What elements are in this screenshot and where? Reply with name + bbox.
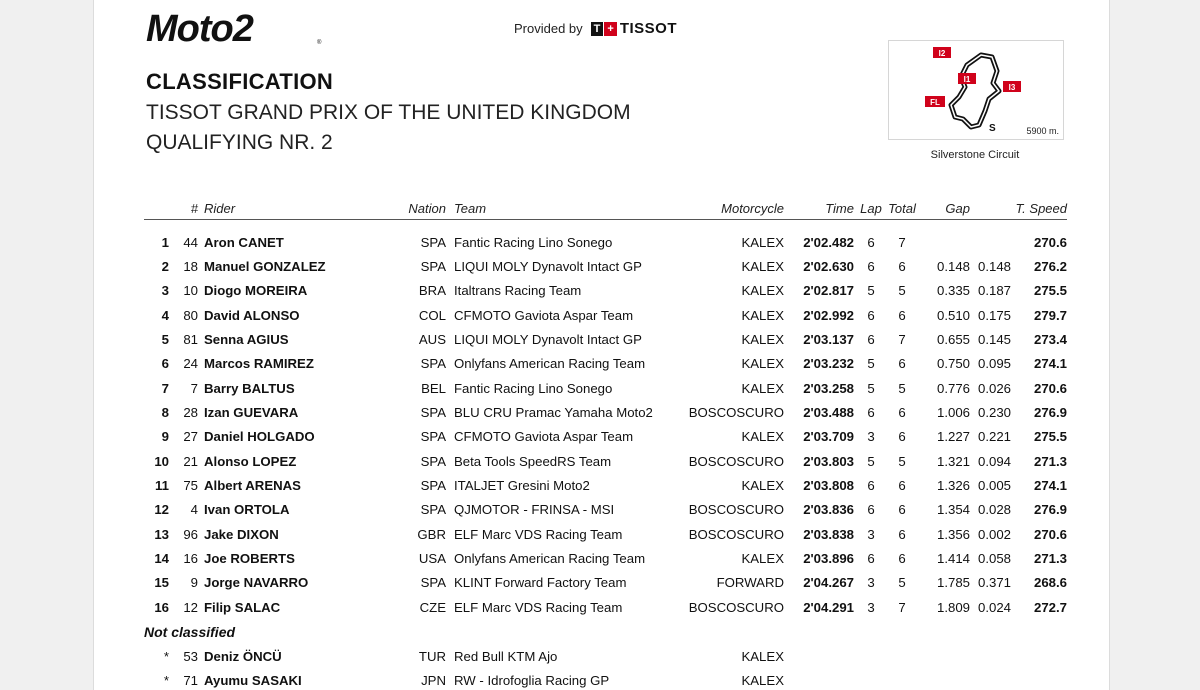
cell-rider: Izan GUEVARA — [204, 405, 299, 421]
cell-team: BLU CRU Pramac Yamaha Moto2 — [454, 405, 653, 421]
cell-position: 3 — [161, 283, 169, 299]
cell-number: 28 — [183, 405, 198, 421]
cell-time: 2'03.808 — [803, 478, 854, 494]
cell-gap-prev: 0.221 — [977, 429, 1011, 445]
cell-gap-first: 1.227 — [936, 429, 970, 445]
table-row — [144, 473, 1067, 497]
page-heading — [146, 68, 631, 156]
cell-team: Fantic Racing Lino Sonego — [454, 234, 613, 250]
cell-position: 6 — [161, 356, 169, 372]
table-row — [144, 400, 1067, 424]
cell-total: 5 — [898, 380, 906, 396]
table-row — [144, 376, 1067, 400]
cell-top-speed: 276.9 — [1033, 405, 1067, 421]
table-row — [144, 352, 1067, 376]
cell-total: 6 — [898, 405, 906, 421]
cell-nation: SPA — [420, 478, 446, 494]
svg-text:I3: I3 — [1008, 83, 1016, 92]
cell-empty — [970, 644, 1011, 668]
cell-lap: 3 — [867, 575, 875, 591]
cell-team: KLINT Forward Factory Team — [454, 575, 627, 591]
cell-lap: 5 — [867, 380, 875, 396]
cell-number: 21 — [183, 453, 198, 469]
cell-gap-prev: 0.145 — [977, 332, 1011, 348]
cell-top-speed: 270.6 — [1033, 234, 1067, 250]
cell-gap-prev: 0.024 — [977, 599, 1011, 615]
not-classified-heading: Not classified — [144, 623, 236, 640]
cell-total: 6 — [898, 429, 906, 445]
cell-total: 6 — [898, 478, 906, 494]
cell-team: CFMOTO Gaviota Aspar Team — [454, 429, 634, 445]
results-body — [144, 220, 1067, 690]
cell-time: 2'03.838 — [803, 526, 854, 542]
cell-team: LIQUI MOLY Dynavolt Intact GP — [454, 259, 642, 275]
cell-empty — [784, 668, 854, 690]
cell-motorcycle: KALEX — [741, 672, 784, 688]
cell-total: 5 — [898, 283, 906, 299]
cell-time: 2'02.992 — [803, 307, 854, 323]
cell-rider: Jorge NAVARRO — [204, 575, 309, 591]
cell-motorcycle: BOSCOSCURO — [688, 405, 784, 421]
cell-gap-prev: 0.094 — [977, 453, 1011, 469]
cell-lap: 6 — [867, 332, 875, 348]
cell-time: 2'03.896 — [803, 551, 854, 567]
cell-motorcycle: KALEX — [741, 307, 784, 323]
cell-motorcycle: KALEX — [741, 478, 784, 494]
cell-top-speed: 274.1 — [1033, 478, 1067, 494]
cell-gap-first — [916, 230, 970, 254]
cell-nation: TUR — [418, 648, 446, 664]
cell-gap-prev: 0.175 — [977, 307, 1011, 323]
cell-gap-first: 1.006 — [936, 405, 970, 421]
cell-top-speed: 275.5 — [1033, 283, 1067, 299]
track-marker-fl — [925, 96, 945, 107]
cell-position: 15 — [154, 575, 169, 591]
col-lap: Lap — [854, 198, 888, 220]
cell-nation: AUS — [418, 332, 446, 348]
cell-number: 12 — [183, 599, 198, 615]
table-row — [144, 449, 1067, 473]
cell-top-speed: 270.6 — [1033, 380, 1067, 396]
cell-nation: SPA — [420, 234, 446, 250]
cell-rider: Aron CANET — [204, 234, 284, 250]
cell-empty — [1011, 644, 1067, 668]
track-marker-i3 — [1003, 81, 1021, 92]
cell-nation: CZE — [419, 599, 446, 615]
col-gap-prev — [970, 198, 1011, 220]
table-row — [144, 279, 1067, 303]
not-classified-heading-row — [144, 620, 1067, 644]
cell-lap: 5 — [867, 356, 875, 372]
table-row-not-classified — [144, 644, 1067, 668]
cell-lap: 6 — [867, 405, 875, 421]
cell-time: 2'02.482 — [803, 234, 854, 250]
table-row — [144, 498, 1067, 522]
cell-gap-first: 0.750 — [936, 356, 970, 372]
cell-nation: GBR — [417, 526, 446, 542]
cell-motorcycle: KALEX — [741, 283, 784, 299]
cell-rider: Alonso LOPEZ — [204, 453, 297, 469]
cell-total: 6 — [898, 307, 906, 323]
cell-position: 14 — [154, 551, 169, 567]
cell-empty — [1011, 668, 1067, 690]
tissot-logo-cross: + — [604, 22, 616, 36]
table-row — [144, 425, 1067, 449]
cell-top-speed: 275.5 — [1033, 429, 1067, 445]
cell-gap-prev: 0.058 — [977, 551, 1011, 567]
session-title: QUALIFYING NR. 2 — [146, 131, 333, 154]
cell-total: 6 — [898, 502, 906, 518]
cell-team: RW - Idrofoglia Racing GP — [454, 672, 610, 688]
cell-top-speed: 270.6 — [1033, 526, 1067, 542]
cell-gap-first: 1.356 — [936, 526, 970, 542]
cell-nation: SPA — [420, 405, 446, 421]
cell-gap-first: 1.354 — [936, 502, 970, 518]
results-table — [144, 198, 1067, 690]
cell-top-speed: 279.7 — [1033, 307, 1067, 323]
cell-team: ELF Marc VDS Racing Team — [454, 526, 623, 542]
cell-position: 7 — [161, 380, 169, 396]
cell-time: 2'03.709 — [803, 429, 854, 445]
cell-gap-prev — [970, 230, 1011, 254]
cell-rider: Senna AGIUS — [204, 332, 289, 348]
moto2-logo-graphic — [146, 8, 336, 48]
cell-gap-prev: 0.095 — [977, 356, 1011, 372]
cell-position: 4 — [161, 307, 169, 323]
cell-time: 2'04.267 — [803, 575, 854, 591]
col-top-speed: T. Speed — [1011, 198, 1067, 220]
tissot-logo — [591, 20, 677, 37]
cell-lap: 3 — [867, 429, 875, 445]
col-rider: Rider — [198, 198, 390, 220]
cell-number: 7 — [190, 380, 198, 396]
cell-number: 16 — [183, 551, 198, 567]
cell-time: 2'03.803 — [803, 453, 854, 469]
cell-motorcycle: KALEX — [741, 380, 784, 396]
moto2-logo — [146, 8, 336, 53]
cell-top-speed: 276.9 — [1033, 502, 1067, 518]
cell-top-speed: 272.7 — [1033, 599, 1067, 615]
cell-team: CFMOTO Gaviota Aspar Team — [454, 307, 634, 323]
table-row — [144, 522, 1067, 546]
cell-number: 18 — [183, 259, 198, 275]
cell-gap-first: 1.326 — [936, 478, 970, 494]
cell-rider: Diogo MOREIRA — [204, 283, 308, 299]
cell-rider: Filip SALAC — [204, 599, 281, 615]
svg-text:I1: I1 — [963, 75, 971, 84]
cell-motorcycle: BOSCOSCURO — [688, 526, 784, 542]
cell-rider: Ivan ORTOLA — [204, 502, 290, 518]
col-gap: Gap — [916, 198, 970, 220]
track-layout-icon — [889, 41, 1063, 139]
classification-title: CLASSIFICATION — [146, 69, 334, 94]
table-row — [144, 303, 1067, 327]
table-row — [144, 327, 1067, 351]
cell-gap-prev: 0.187 — [977, 283, 1011, 299]
cell-team: Fantic Racing Lino Sonego — [454, 380, 613, 396]
cell-nation: SPA — [420, 453, 446, 469]
cell-top-speed: 274.1 — [1033, 356, 1067, 372]
cell-motorcycle: FORWARD — [716, 575, 784, 591]
cell-motorcycle: BOSCOSCURO — [688, 502, 784, 518]
cell-lap: 6 — [867, 551, 875, 567]
cell-gap-first: 1.321 — [936, 453, 970, 469]
cell-team: Onlyfans American Racing Team — [454, 356, 646, 372]
table-row — [144, 571, 1067, 595]
cell-gap-prev: 0.005 — [977, 478, 1011, 494]
cell-motorcycle: KALEX — [741, 356, 784, 372]
cell-gap-first: 0.510 — [936, 307, 970, 323]
table-header-row — [144, 198, 1067, 220]
table-row — [144, 254, 1067, 278]
cell-total: 6 — [898, 259, 906, 275]
table-row — [144, 546, 1067, 570]
cell-total: 7 — [898, 332, 906, 348]
cell-lap: 3 — [867, 599, 875, 615]
cell-team: ITALJET Gresini Moto2 — [454, 478, 590, 494]
cell-number: 10 — [183, 283, 198, 299]
cell-position: 8 — [161, 405, 169, 421]
cell-number: 71 — [183, 672, 198, 688]
cell-gap-first: 1.414 — [936, 551, 970, 567]
cell-time: 2'03.836 — [803, 502, 854, 518]
provided-by-label: Provided by — [514, 21, 583, 36]
svg-text:FL: FL — [930, 98, 940, 107]
cell-number: 96 — [183, 526, 198, 542]
svg-text:®: ® — [317, 40, 322, 46]
cell-number: 4 — [190, 502, 198, 518]
results-sheet — [93, 0, 1110, 690]
cell-nation: USA — [418, 551, 446, 567]
table-row — [144, 230, 1067, 254]
cell-nation: BRA — [418, 283, 446, 299]
cell-gap-prev: 0.148 — [977, 259, 1011, 275]
track-marker-start: S — [989, 123, 996, 134]
cell-number: 80 — [183, 307, 198, 323]
cell-nation: JPN — [421, 672, 446, 688]
cell-position: 2 — [161, 259, 169, 275]
cell-time: 2'03.137 — [803, 332, 854, 348]
cell-number: 24 — [183, 356, 198, 372]
cell-motorcycle: KALEX — [741, 259, 784, 275]
cell-position: 12 — [154, 502, 169, 518]
cell-empty — [916, 668, 970, 690]
cell-team: Italtrans Racing Team — [454, 283, 582, 299]
cell-gap-first: 0.655 — [936, 332, 970, 348]
tissot-logo-t: T — [591, 22, 604, 36]
cell-motorcycle: KALEX — [741, 332, 784, 348]
cell-total: 6 — [898, 551, 906, 567]
cell-position: 10 — [154, 453, 169, 469]
cell-rider: Daniel HOLGADO — [204, 429, 315, 445]
svg-text:I2: I2 — [938, 49, 946, 58]
cell-team: QJMOTOR - FRINSA - MSI — [454, 502, 615, 518]
cell-number: 9 — [190, 575, 198, 591]
cell-empty — [784, 644, 854, 668]
cell-position: 9 — [161, 429, 169, 445]
cell-gap-first: 1.785 — [936, 575, 970, 591]
circuit-map — [888, 40, 1064, 140]
col-position — [144, 198, 169, 220]
provided-by — [514, 20, 677, 37]
cell-top-speed: 268.6 — [1033, 575, 1067, 591]
cell-position: 11 — [155, 478, 169, 494]
cell-gap-prev: 0.371 — [977, 575, 1011, 591]
cell-number: 44 — [183, 234, 198, 250]
cell-nation: SPA — [420, 356, 446, 372]
cell-team: LIQUI MOLY Dynavolt Intact GP — [454, 332, 642, 348]
cell-nation: SPA — [420, 259, 446, 275]
table-row-not-classified — [144, 668, 1067, 690]
cell-number: 53 — [183, 648, 198, 664]
cell-rider: Deniz ÖNCÜ — [204, 648, 282, 664]
cell-total: 5 — [898, 575, 906, 591]
cell-motorcycle: BOSCOSCURO — [688, 599, 784, 615]
track-marker-i1 — [958, 73, 976, 84]
cell-position: 13 — [154, 526, 169, 542]
track-marker-i2 — [933, 47, 951, 58]
circuit-name: Silverstone Circuit — [930, 149, 1020, 161]
cell-number: 75 — [183, 478, 198, 494]
col-team: Team — [446, 198, 678, 220]
circuit-length: 5900 m. — [1026, 126, 1059, 136]
cell-motorcycle: BOSCOSCURO — [688, 453, 784, 469]
cell-motorcycle: KALEX — [741, 551, 784, 567]
moto2-logo-text: Moto2 — [146, 8, 253, 48]
cell-motorcycle: KALEX — [741, 648, 784, 664]
cell-rider: Manuel GONZALEZ — [204, 259, 326, 275]
col-time: Time — [784, 198, 854, 220]
cell-top-speed: 271.3 — [1033, 551, 1067, 567]
cell-lap: 6 — [867, 259, 875, 275]
cell-lap: 3 — [867, 526, 875, 542]
table-row — [144, 595, 1067, 619]
cell-gap-first: 1.809 — [936, 599, 970, 615]
cell-total: 6 — [898, 356, 906, 372]
event-title: TISSOT GRAND PRIX OF THE UNITED KINGDOM — [146, 101, 631, 124]
cell-lap: 6 — [867, 502, 875, 518]
cell-top-speed: 273.4 — [1033, 332, 1067, 348]
cell-top-speed: 276.2 — [1033, 259, 1067, 275]
cell-lap: 6 — [867, 478, 875, 494]
cell-rider: Barry BALTUS — [204, 380, 295, 396]
cell-position: 16 — [154, 599, 169, 615]
cell-rider: Joe ROBERTS — [204, 551, 295, 567]
cell-position: * — [163, 648, 169, 664]
cell-lap: 6 — [867, 234, 875, 250]
cell-number: 27 — [183, 429, 198, 445]
cell-empty — [970, 668, 1011, 690]
cell-lap: 6 — [867, 307, 875, 323]
cell-time: 2'04.291 — [803, 599, 854, 615]
cell-time: 2'02.630 — [803, 259, 854, 275]
col-motorcycle: Motorcycle — [678, 198, 784, 220]
cell-time: 2'03.232 — [803, 356, 854, 372]
header-spacer — [144, 220, 1067, 231]
cell-gap-prev: 0.230 — [977, 405, 1011, 421]
cell-team: Beta Tools SpeedRS Team — [454, 453, 612, 469]
cell-rider: Ayumu SASAKI — [204, 672, 302, 688]
cell-position: 5 — [161, 332, 169, 348]
cell-total: 7 — [898, 234, 906, 250]
cell-lap: 5 — [867, 453, 875, 469]
cell-rider: Jake DIXON — [204, 526, 279, 542]
cell-empty — [888, 644, 916, 668]
cell-nation: SPA — [420, 429, 446, 445]
cell-top-speed: 271.3 — [1033, 453, 1067, 469]
cell-gap-prev: 0.002 — [977, 526, 1011, 542]
cell-team: Red Bull KTM Ajo — [454, 648, 558, 664]
col-number: # — [169, 198, 198, 220]
col-nation: Nation — [390, 198, 446, 220]
cell-total: 6 — [898, 526, 906, 542]
cell-total: 7 — [898, 599, 906, 615]
cell-rider: David ALONSO — [204, 307, 300, 323]
cell-rider: Marcos RAMIREZ — [204, 356, 314, 372]
cell-empty — [916, 644, 970, 668]
cell-team: ELF Marc VDS Racing Team — [454, 599, 623, 615]
cell-lap: 5 — [867, 283, 875, 299]
cell-motorcycle: KALEX — [741, 429, 784, 445]
cell-gap-prev: 0.028 — [977, 502, 1011, 518]
cell-position: 1 — [161, 234, 169, 250]
cell-number: 81 — [183, 332, 198, 348]
cell-gap-prev: 0.026 — [977, 380, 1011, 396]
cell-time: 2'03.488 — [803, 405, 854, 421]
cell-time: 2'03.258 — [803, 380, 854, 396]
cell-time: 2'02.817 — [803, 283, 854, 299]
cell-nation: BEL — [421, 380, 446, 396]
cell-team: Onlyfans American Racing Team — [454, 551, 646, 567]
cell-gap-first: 0.776 — [936, 380, 970, 396]
tissot-logo-word: TISSOT — [619, 20, 677, 37]
cell-empty — [888, 668, 916, 690]
cell-motorcycle: KALEX — [741, 234, 784, 250]
cell-empty — [854, 644, 888, 668]
col-total: Total — [888, 198, 916, 220]
cell-nation: SPA — [420, 502, 446, 518]
cell-gap-first: 0.335 — [936, 283, 970, 299]
cell-total: 5 — [898, 453, 906, 469]
cell-nation: SPA — [420, 575, 446, 591]
cell-gap-first: 0.148 — [936, 259, 970, 275]
cell-rider: Albert ARENAS — [204, 478, 301, 494]
cell-empty — [854, 668, 888, 690]
cell-nation: COL — [418, 307, 446, 323]
cell-position: * — [163, 672, 169, 688]
